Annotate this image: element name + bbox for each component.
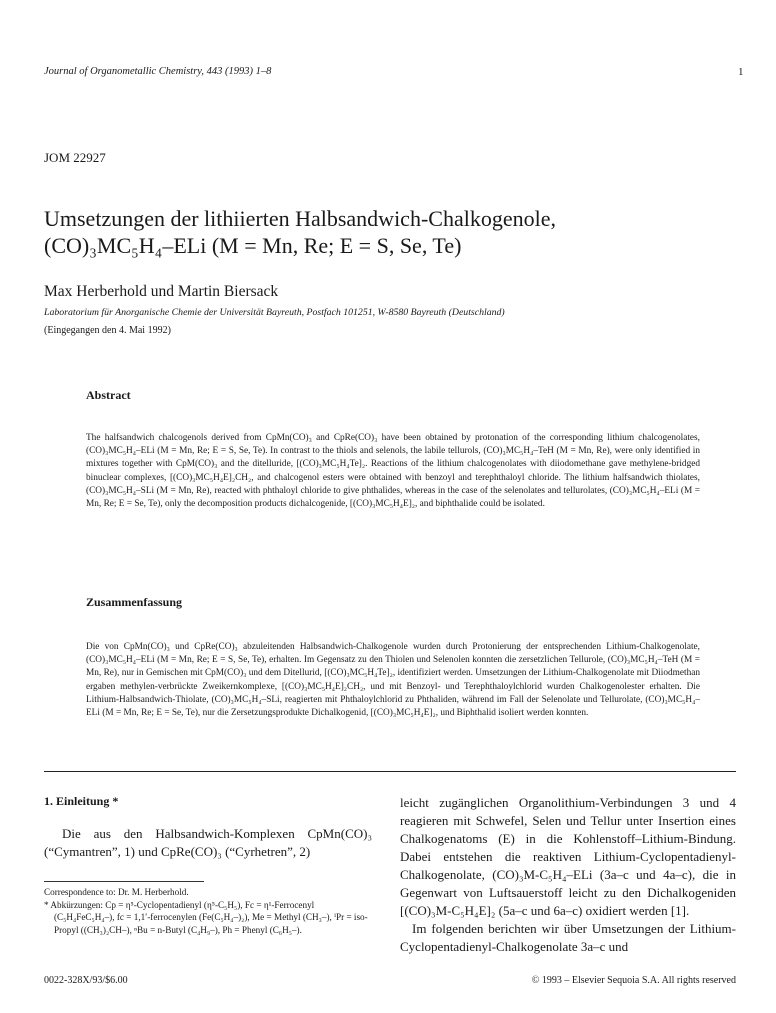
zusammenfassung-text: Die von CpMn(CO)₃ und CpRe(CO)₃ abzuleitenden Halbsandwich-Chalkogenole wurden durch Protonierung der entsprechenden Lithium-Chalkogenolate, (CO)₃MC₅H₄–ELi (M = Mn, Re; E = S, Se, Te), erhalten. Im Gegensatz zu den Thiolen und Selenolen konnten die zersetzlichen Tellurole, (CO)₃MC₅H₄–TeH (M = Mn, Re), nur in Gemischen mit CpM(CO)₃ und dem Ditellurid, [(CO)₃MC₅H₄Te]₂, identifiziert werden. Umsetzungen der Lithium-Chalkogenolate mit Diiodmethan ergaben methylen-verbrückte Zweikernkomplexe, [(CO)₃MC₅H₄E]₂CH₂, und mit Benzoyl- und Terephthaloylchlorid wurden Chalkogenolester erhalten. Die Lithium-Halbsandwich-Thiolate, (CO)₃MC₅H₄–SLi, reagierten mit Phthaloylchlorid zu Phthaliden, während im Fall der Selenolate und Tellurolate, (CO)₃MC₅H₄–ELi (M = Mn, Re; E = Se, Te), nur die Zersetzungsprodukte Dichalkogenid, [(CO)₃MC₅H₄E]₂, und Biphthalid isoliert werden konnten. [86,642,700,719]
title-line-1: Umsetzungen der lithiierten Halbsandwich-Chalkogenole, [44,206,556,231]
abstract-text: The halfsandwich chalcogenols derived from CpMn(CO)₃ and CpRe(CO)₃ have been obtained by protonation of the corresponding lithium chalcogenolates, (CO)₃MC₅H₄–ELi (M = Mn, Re; E = S, Se, Te). In contrast to the thiols and selenols, the labile tellurols, (CO)₃MC₅H₄–TeH (M = Mn, Re), were only identified in mixtures together with CpM(CO)₃ and the ditelluride, [(CO)₃MC₅H₄Te]₂. Reactions of the lithium chalcogenolates with diiodomethane gave methylene-bridged binuclear complexes, [(CO)₃MC₅H₄E]₂CH₂, and chalcogenol esters were obtained with benzoyl and terephthaloyl chloride. The lithium halfsandwich thiolates, (CO)₃MC₅H₄–SLi (M = Mn, Re), reacted with phthaloyl chloride to give phthalides, whereas in the case of the selenolates and tellurolates, (CO)₃MC₅H₄–ELi (M = Mn, Re; E = Se, Te), only the decomposition products dichalcogenide, [(CO)₃MC₅H₄E]₂, and biphthalide could be isolated. [86,433,700,510]
footnotes [44,886,370,936]
footnote-abbreviations: * Abkürzungen: Cp = η⁵-Cyclopentadienyl (η⁵-C₅H₅), Fc = η¹-Ferrocenyl (C₅H₄FeC₅H₄–), fc = 1,1′-ferrocenylen (Fe(C₅H₄–)₂), Me = Methyl (CH₃–), ⁱPr = iso-Propyl ((CH₃)₂CH–), ⁿBu = n-Butyl (C₄H₉–), Ph = Phenyl (C₆H₅–). [44,899,368,935]
introduction-left-paragraph: Die aus den Halbsandwich-Komplexen CpMn(CO)₃ (“Cymantren”, 1) und CpRe(CO)₃ (“Cyrhetren”, 2) [44,826,372,859]
received-date: (Eingegangen den 4. Mai 1992) [44,325,171,336]
abstract-heading: Abstract [86,388,131,402]
journal-reference: Journal of Organometallic Chemistry, 443 (1993) 1–8 [44,66,272,77]
copyright-notice: © 1993 – Elsevier Sequoia S.A. All rights reserved [531,975,736,986]
article-title [44,205,744,259]
authors: Max Herberhold und Martin Biersack [44,283,279,300]
introduction-right-paragraph-1: leicht zugänglichen Organolithium-Verbindungen 3 und 4 reagieren mit Schwefel, Selen und Tellur unter Insertion eines Chalkogenatoms (E) in die Kohlenstoff–Lithium-Bindung. Dabei entstehen die reaktiven Lithium-Cyclopentadienyl-Chalkogenolate, (CO)₃M-C₅H₄–ELi (3a–c und 4a–c), die in Gegenwart von Luftsauerstoff leicht zu den Dichalkogeniden [(CO)₃M-C₅H₄E]₂ (5a–c und 6a–c) oxidiert werden [1]. [400,795,736,918]
introduction-heading: 1. Einleitung * [44,794,119,808]
jom-identifier: JOM 22927 [44,150,106,165]
page-number: 1 [738,66,744,78]
affiliation: Laboratorium für Anorganische Chemie der Universität Bayreuth, Postfach 101251, W-8580 Bayreuth (Deutschland) [44,307,505,318]
footnote-correspondence: Correspondence to: Dr. M. Herberhold. [44,887,189,897]
footnote-divider [44,881,204,882]
zusammenfassung-heading: Zusammenfassung [86,595,183,609]
title-line-2: (CO)₃MC₅H₄–ELi (M = Mn, Re; E = S, Se, Te) [44,233,462,258]
introduction-right-paragraph-2: Im folgenden berichten wir über Umsetzungen der Lithium-Cyclopentadienyl-Chalkogenolate 3a–c und [400,921,736,954]
issn-price: 0022-328X/93/$6.00 [44,975,128,986]
introduction-right-column [400,794,736,956]
section-divider [44,771,736,772]
